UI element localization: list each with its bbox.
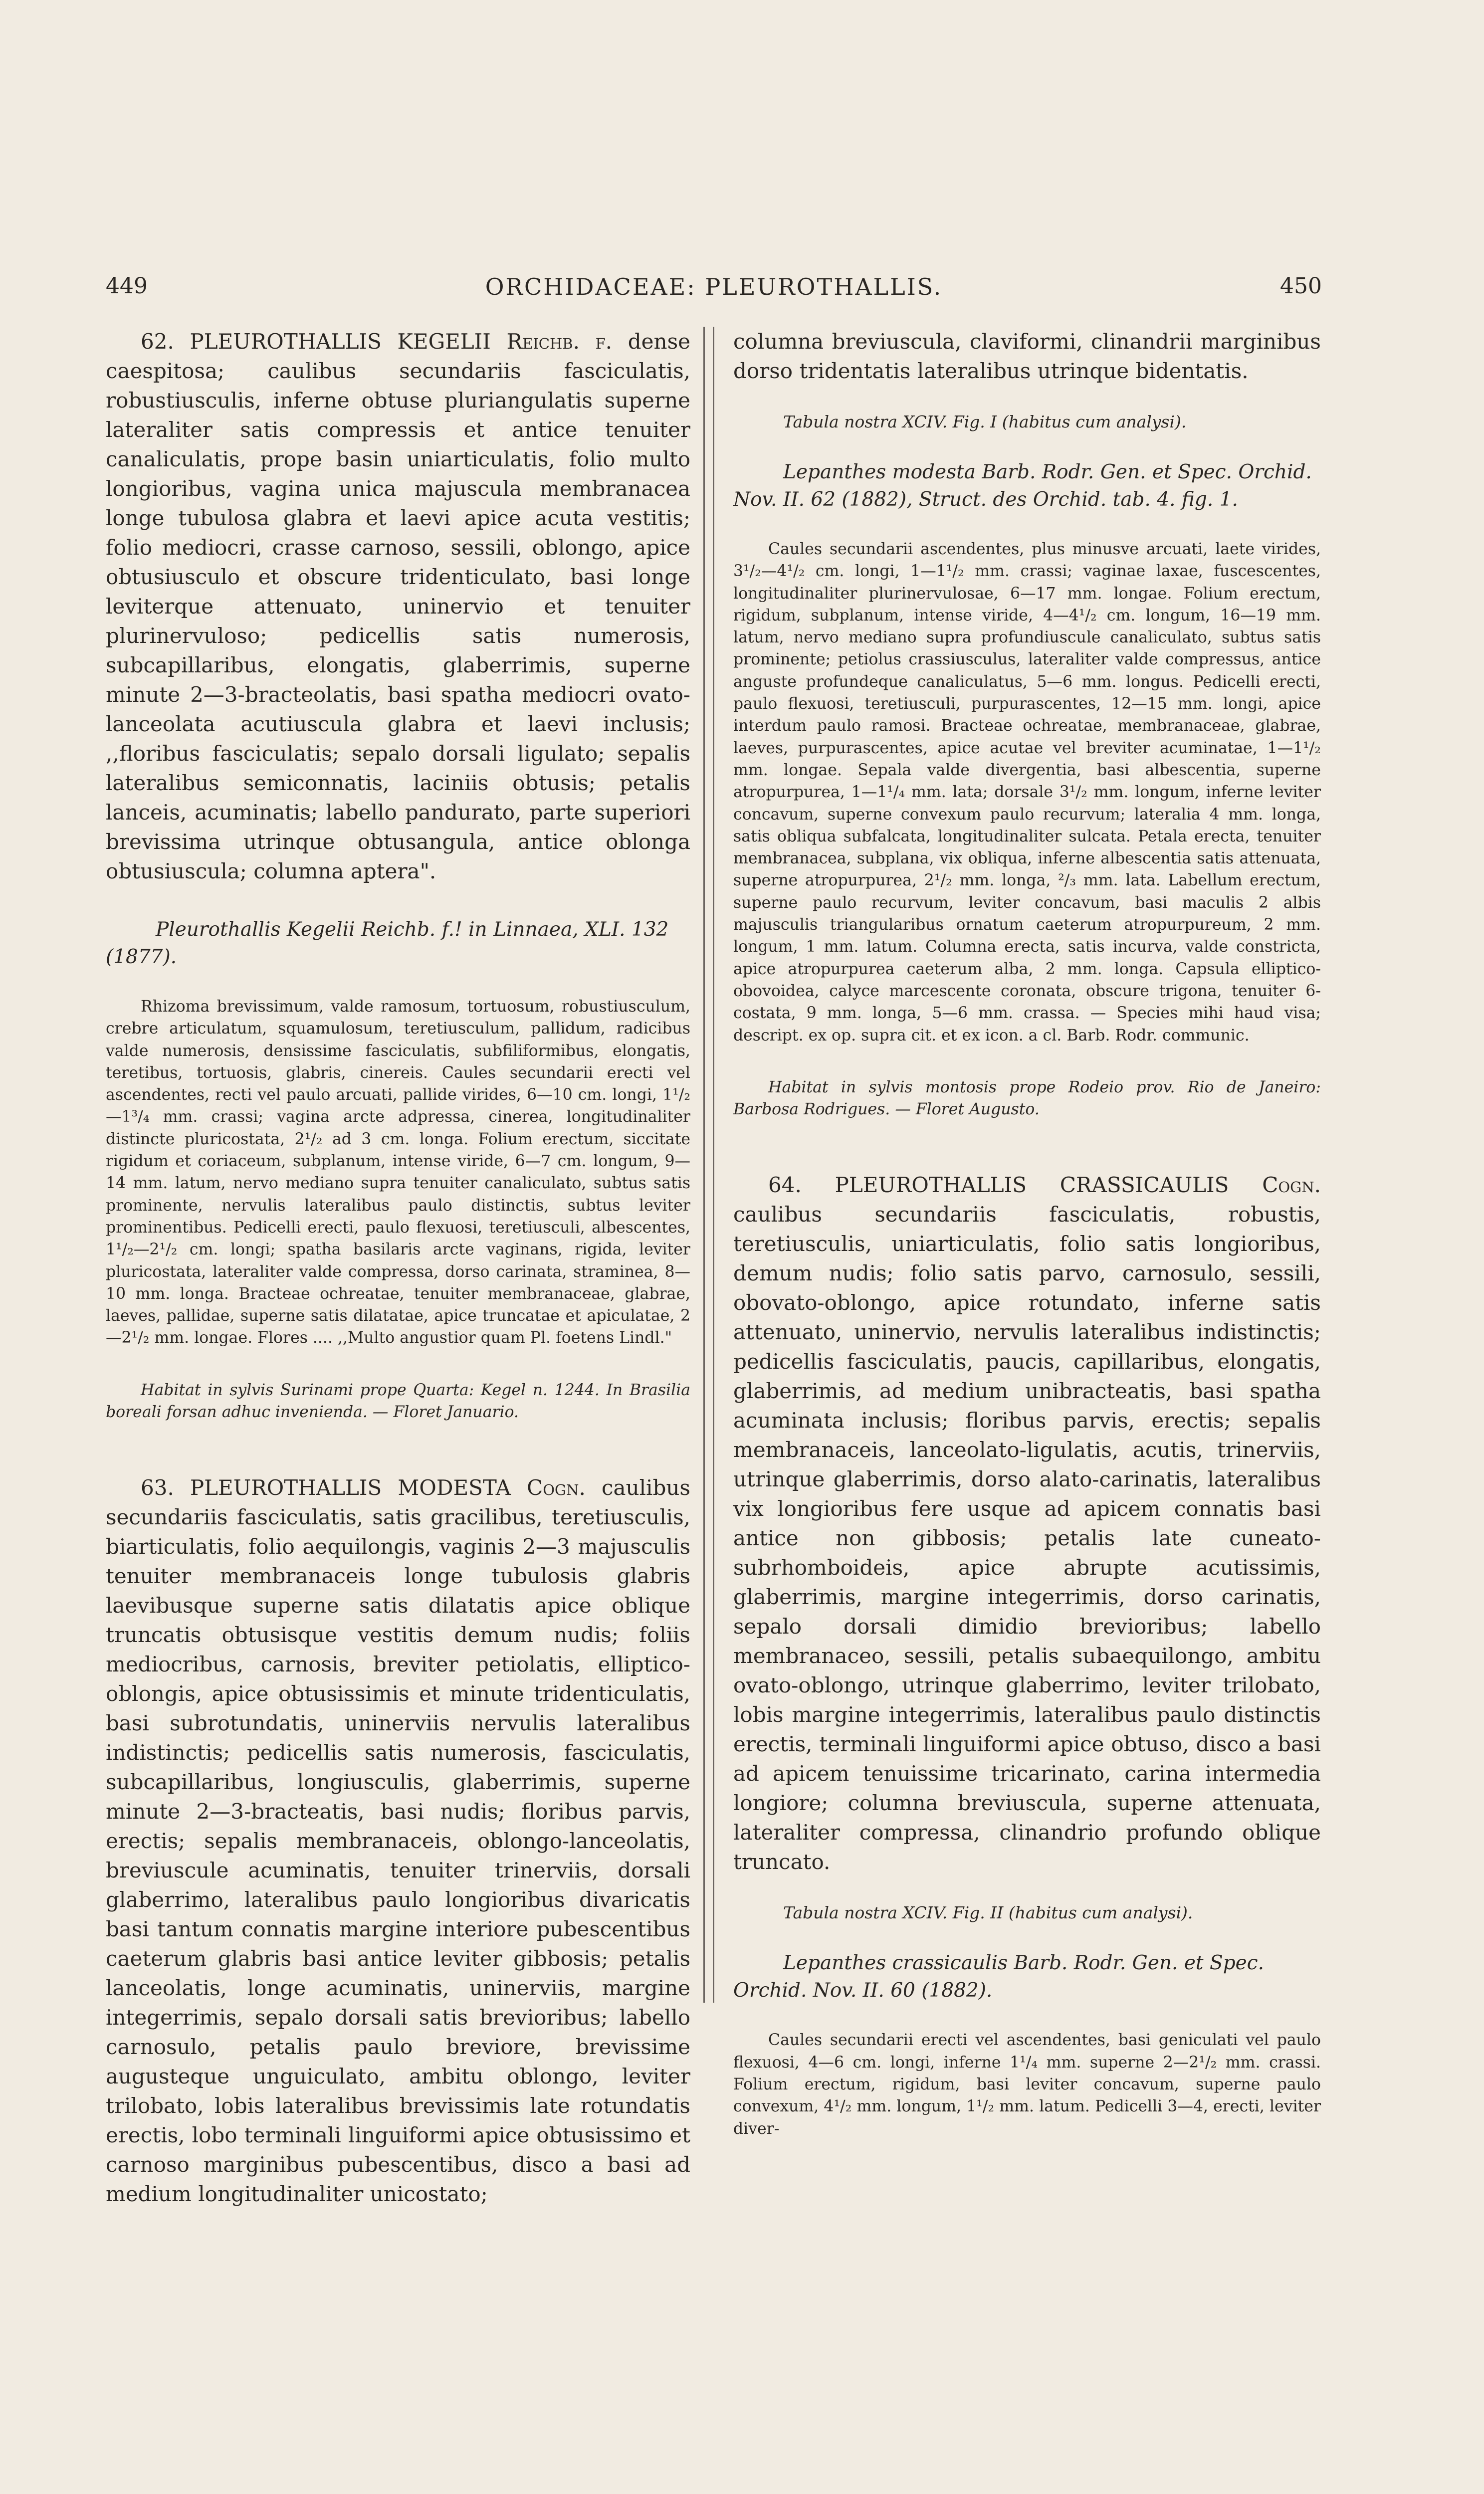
species-62-diagnosis <box>106 327 690 886</box>
species-63-author: Cogn. <box>527 1475 586 1500</box>
running-title: ORCHIDACEAE: PLEUROTHALLIS. <box>485 273 943 300</box>
species-62-reference: Pleurothallis Kegelii Reichb. f.! in Linnaea, XLI. 132 (1877). <box>106 918 669 968</box>
species-64-heading: 64. PLEUROTHALLIS CRASSICAULIS <box>768 1173 1263 1198</box>
species-62-habitat: Habitat in sylvis Surinami prope Quarta: Kegel n. 1244. In Brasilia boreali forsan adhuc invenienda. — Floret Januario. <box>106 1381 690 1422</box>
species-64-reference: Lepanthes crassicaulis Barb. Rodr. Gen. et Spec. Orchid. Nov. II. 60 (1882). <box>733 1952 1264 2002</box>
species-63-continuation: columna breviuscula, claviformi, clinandrii marginibus dorso tridentatis lateralibus utrinque bidentatis. <box>733 329 1321 383</box>
species-62-text: dense caespitosa; caulibus secundariis fasciculatis, robustiusculis, inferne obtuse pluriangulatis superne lateraliter satis compressis et antice tenuiter canaliculatis, prope basin uniarticulatis, folio multo longioribus, vagina unica majuscula membranacea longe tubulosa glabra et laevi apice acuta vestitis; folio mediocri, crasse carnoso, sessili, oblongo, apice obtusiusculo et obscure tridenticulato, basi longe leviterque attenuato, uninervio et tenuiter plurinervuloso; pedicellis satis numerosis, subcapillaribus, elongatis, glaberrimis, superne minute 2—3-bracteolatis, basi spatha mediocri ovato-lanceolata acutiuscula glabra et laevi inclusis; ,,floribus fasciculatis; sepalo dorsali ligulato; sepalis lateralibus semiconnatis, laciniis obtusis; petalis lanceis, acuminatis; labello pandurato, parte superiori brevissima utrinque obtusangula, antice oblonga obtusiuscula; columna aptera". <box>106 329 690 883</box>
species-63-reference: Lepanthes modesta Barb. Rodr. Gen. et Spec. Orchid. Nov. II. 62 (1882), Struct. des Orchid. tab. 4. fig. 1. <box>733 461 1312 511</box>
species-64-description: Caules secundarii erecti vel ascendentes, basi geniculati vel paulo flexuosi, 4—6 cm. longi, inferne 1¹/₄ mm. superne 2—2¹/₂ mm. crassi. Folium erectum, rigidum, basi leviter concavum, superne paulo convexum, 4¹/₂ mm. longum, 1¹/₂ mm. latum. Pedicelli 3—4, erecti, leviter diver- <box>733 2031 1321 2138</box>
species-64-plate-reference: Tabula nostra XCIV. Fig. II (habitus cum analysi). <box>783 1903 1193 1923</box>
right-column <box>733 327 1321 2140</box>
species-63-description: Caules secundarii ascendentes, plus minusve arcuati, laete virides, 3¹/₂—4¹/₂ cm. longi, 1—1¹/₂ mm. crassi; vaginae laxae, fuscescentes, longitudinaliter plurinervulosae, 6—17 mm. longae. Folium erectum, rigidum, subplanum, intense viride, 4—4¹/₂ cm. longum, 16—19 mm. latum, nervo mediano supra profundiuscule canaliculato, subtus satis prominente; petiolus crassiusculus, lateraliter valde compressus, antice anguste profundeque canaliculatus, 5—6 mm. longus. Pedicelli erecti, paulo flexuosi, teretiusculi, purpurascentes, 12—15 mm. longi, apice interdum paulo ramosi. Bracteae ochreatae, membranaceae, glabrae, laeves, purpurascentes, apice acutae vel breviter acuminatae, 1—1¹/₂ mm. longae. Sepala valde divergentia, basi albescentia, superne atropurpurea, 1—1¹/₄ mm. lata; dorsale 3¹/₂ mm. longum, inferne leviter concavum, superne convexum paulo recurvum; lateralia 4 mm. longa, satis obliqua subfalcata, longitudinaliter sulcata. Petala erecta, tenuiter membranacea, subplana, vix obliqua, inferne albescentia satis attenuata, superne atropurpurea, 2¹/₂ mm. longa, ²/₃ mm. lata. Labellum erectum, superne paulo recurvum, leviter concavum, basi maculis 2 albis majusculis triangularibus ornatum caeterum atropurpureum, 2 mm. longum, 1 mm. latum. Columna erecta, satis incurva, valde constricta, apice atropurpurea caeterum alba, 2 mm. longa. Capsula elliptico-obovoidea, calyce marcescente coronata, obscure trigona, tenuiter 6-costata, 9 mm. longa, 5—6 mm. crassa. — Species mihi haud visa; descript. ex op. supra cit. et ex icon. a cl. Barb. Rodr. communic. <box>733 540 1321 1044</box>
page-number-right: 450 <box>1280 273 1322 299</box>
column-divider <box>703 327 714 2003</box>
species-62-description: Rhizoma brevissimum, valde ramosum, tortuosum, robustiusculum, crebre articulatum, squamulosum, teretiusculum, pallidum, radicibus valde numerosis, densissime fasciculatis, subfiliformibus, elongatis, teretibus, tortuosis, glabris, cinereis. Caules secundarii erecti vel ascendentes, recti vel paulo arcuati, pallide virides, 6—10 cm. longi, 1¹/₂—1³/₄ mm. crassi; vagina arcte adpressa, cinerea, longitudinaliter distincte pluricostata, 2¹/₂ ad 3 cm. longa. Folium erectum, siccitate rigidum et coriaceum, subplanum, intense viride, 6—7 cm. longum, 9—14 mm. latum, nervo mediano supra tenuiter canaliculato, subtus satis prominente, nervulis lateralibus paulo distinctis, subtus leviter prominentibus. Pedicelli erecti, paulo flexuosi, teretiusculi, albescentes, 1¹/₂—2¹/₂ cm. longi; spatha basilaris arcte vaginans, rigida, leviter pluricostata, lateraliter valde compressa, dorso carinata, straminea, 8—10 mm. longa. Bracteae ochreatae, tenuiter membranaceae, glabrae, laeves, pallidae, superne satis dilatatae, apice truncatae et apiculatae, 2—2¹/₂ mm. longae. Flores .... ,,Multo angustior quam Pl. foetens Lindl." <box>106 998 690 1347</box>
page-header <box>106 273 1322 308</box>
left-column <box>106 327 690 2209</box>
species-63-text: caulibus secundariis fasciculatis, satis gracilibus, teretiusculis, biarticulatis, folio aequilongis, vaginis 2—3 majusculis tenuiter membranaceis longe tubulosis glabris laevibusque superne satis dilatatis apice oblique truncatis obtusisque vestitis demum nudis; foliis mediocribus, carnosis, breviter petiolatis, elliptico-oblongis, apice obtusissimis et minute tridenticulatis, basi subrotundatis, uninerviis nervulis lateralibus indistinctis; pedicellis satis numerosis, fasciculatis, subcapillaribus, longiusculis, glaberrimis, superne minute 2—3-bracteatis, basi nudis; floribus parvis, erectis; sepalis membranaceis, oblongo-lanceolatis, breviuscule acuminatis, tenuiter trinerviis, dorsali glaberrimo, lateralibus paulo longioribus divaricatis basi tantum connatis margine interiore pubescentibus caeterum glabris basi antice leviter gibbosis; petalis lanceolatis, longe acuminatis, uninerviis, margine integerrimis, sepalo dorsali satis brevioribus; labello carnosulo, petalis paulo breviore, brevissime augusteque unguiculato, ambitu oblongo, leviter trilobato, lobis lateralibus brevissimis late rotundatis erectis, lobo terminali linguiformi apice obtusissimo et carnoso marginibus pubescentibus, disco a basi ad medium longitudinaliter unicostato; <box>106 1475 690 2207</box>
species-64-text: caulibus secundariis fasciculatis, robustis, teretiusculis, uniarticulatis, folio satis longioribus, demum nudis; folio satis parvo, carnosulo, sessili, obovato-oblongo, apice rotundato, inferne satis attenuato, uninervio, nervulis lateralibus indistinctis; pedicellis fasciculatis, paucis, capillaribus, elongatis, glaberrimis, ad medium unibracteatis, basi spatha acuminata inclusis; floribus parvis, erectis; sepalis membranaceis, lanceolato-ligulatis, acutis, trinerviis, utrinque glaberrimis, dorso alato-carinatis, lateralibus vix longioribus fere usque ad apicem connatis basi antice non gibbosis; petalis late cuneato-subrhomboideis, apice abrupte acutissimis, glaberrimis, margine integerrimis, dorso carinatis, sepalo dorsali dimidio brevioribus; labello membranaceo, sessili, petalis subaequilongo, ambitu ovato-oblongo, utrinque glaberrimo, leviter trilobato, lobis margine integerrimis, lateralibus paulo distinctis erectis, terminali linguiformi apice obtuso, disco a basi ad apicem tenuissime tricarinato, carina intermedia longiore; columna breviuscula, superne attenuata, lateraliter compressa, clinandrio profundo oblique truncato. <box>733 1202 1321 1874</box>
species-63-diagnosis <box>106 1473 690 2209</box>
species-63-habitat: Habitat in sylvis montosis prope Rodeio prov. Rio de Janeiro: Barbosa Rodrigues. — Floret Augusto. <box>733 1078 1321 1119</box>
page-number-left: 449 <box>106 273 148 299</box>
species-64-author: Cogn. <box>1262 1173 1321 1198</box>
species-63-plate-reference: Tabula nostra XCIV. Fig. I (habitus cum analysi). <box>783 412 1187 431</box>
species-63-heading: 63. PLEUROTHALLIS MODESTA <box>141 1475 527 1500</box>
species-64-diagnosis <box>733 1170 1321 1876</box>
species-62-author: Reichb. f. <box>506 329 613 354</box>
species-62-heading: 62. PLEUROTHALLIS KEGELII <box>141 329 507 354</box>
